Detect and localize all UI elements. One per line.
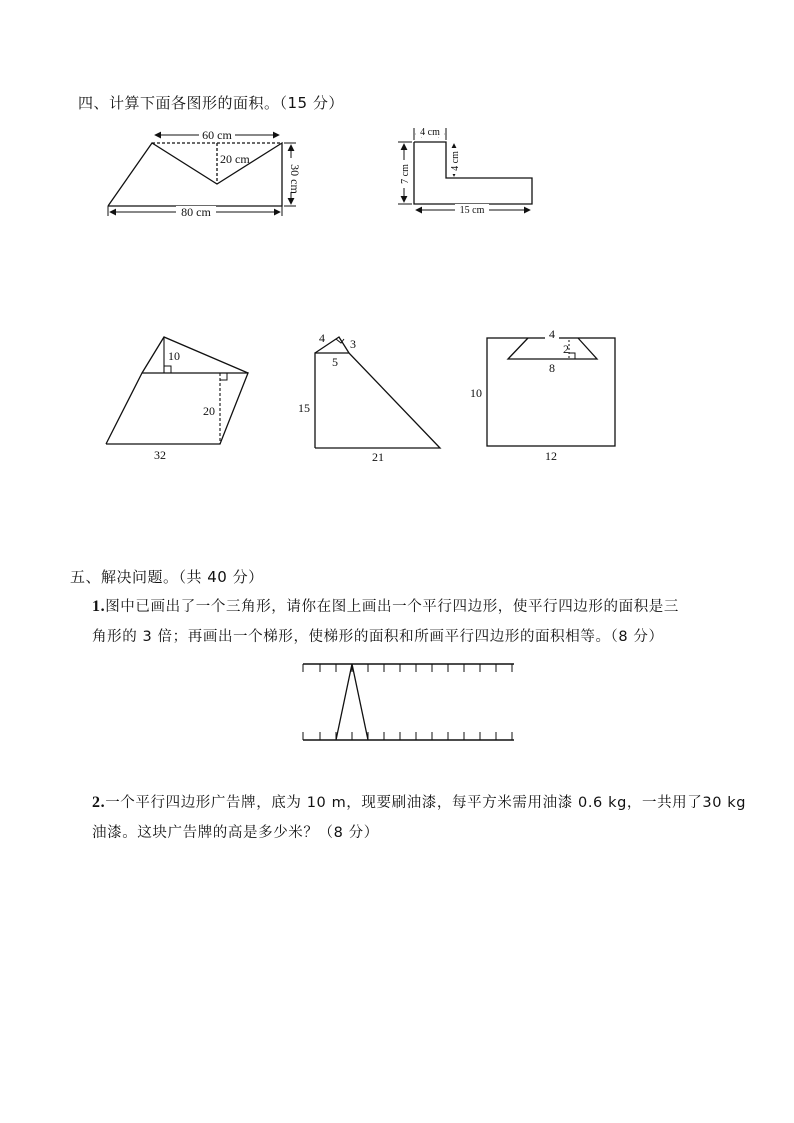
question-2-number: 2. xyxy=(92,794,106,811)
section-4-title: 四、计算下面各图形的面积。（15 分） xyxy=(78,94,344,112)
figure-2-bottom-label: 15 cm xyxy=(459,205,485,216)
figure-5-bottom: 12 xyxy=(545,449,557,463)
figure-3-trapezoid-height: 20 xyxy=(203,404,215,418)
figure-4-bottom: 21 xyxy=(372,450,384,464)
figure-5-middle: 8 xyxy=(549,361,555,375)
figure-2-inner-label: 4 cm xyxy=(450,151,461,171)
figure-3-triangle-height: 10 xyxy=(168,349,180,363)
figure-1-mid-label: 20 cm xyxy=(220,152,250,166)
question-2-line-1: 一个平行四边形广告牌，底为 10 m，现要刷油漆，每平方米需用油漆 0.6 kg，一共用了30 kg xyxy=(105,795,747,811)
figure-4-side-a: 4 xyxy=(319,331,325,345)
question-2 xyxy=(92,788,762,848)
question-2-line-2: 油漆。这块广告牌的高是多少米？（8 分） xyxy=(92,825,379,841)
question-1 xyxy=(92,592,752,652)
question-1-number: 1. xyxy=(92,598,106,615)
figure-1-bottom-label: 80 cm xyxy=(181,205,211,219)
figure-1-right-label: 30 cm xyxy=(288,164,302,194)
figure-4-composite xyxy=(315,337,440,448)
figure-5-top: 4 xyxy=(549,327,555,341)
figure-2-left-label: 7 cm xyxy=(400,164,411,184)
figure-4-side-b: 3 xyxy=(350,337,356,351)
figure-1-top-label: 60 cm xyxy=(202,128,232,142)
question-1-line-1: 图中已画出了一个三角形，请你在图上画出一个平行四边形，使平行四边形的面积是三 xyxy=(105,599,679,615)
figure-5-height: 2 xyxy=(563,342,569,356)
figure-5-left: 10 xyxy=(470,386,482,400)
figure-4-side-c: 5 xyxy=(332,355,338,369)
figure-1-notched-trapezoid xyxy=(108,135,296,216)
figure-4-left-side: 15 xyxy=(298,401,310,415)
q1-parallel-lines-figure xyxy=(303,664,514,740)
question-1-line-2: 角形的 3 倍；再画出一个梯形，使梯形的面积和所画平行四边形的面积相等。（8 分） xyxy=(92,629,664,645)
figure-5-composite xyxy=(487,338,615,446)
figure-3-base: 32 xyxy=(154,448,166,462)
figure-2-l-shape xyxy=(398,128,532,210)
section-5-title: 五、解决问题。（共 40 分） xyxy=(70,568,264,586)
figure-2-top-label: 4 cm xyxy=(420,127,440,138)
